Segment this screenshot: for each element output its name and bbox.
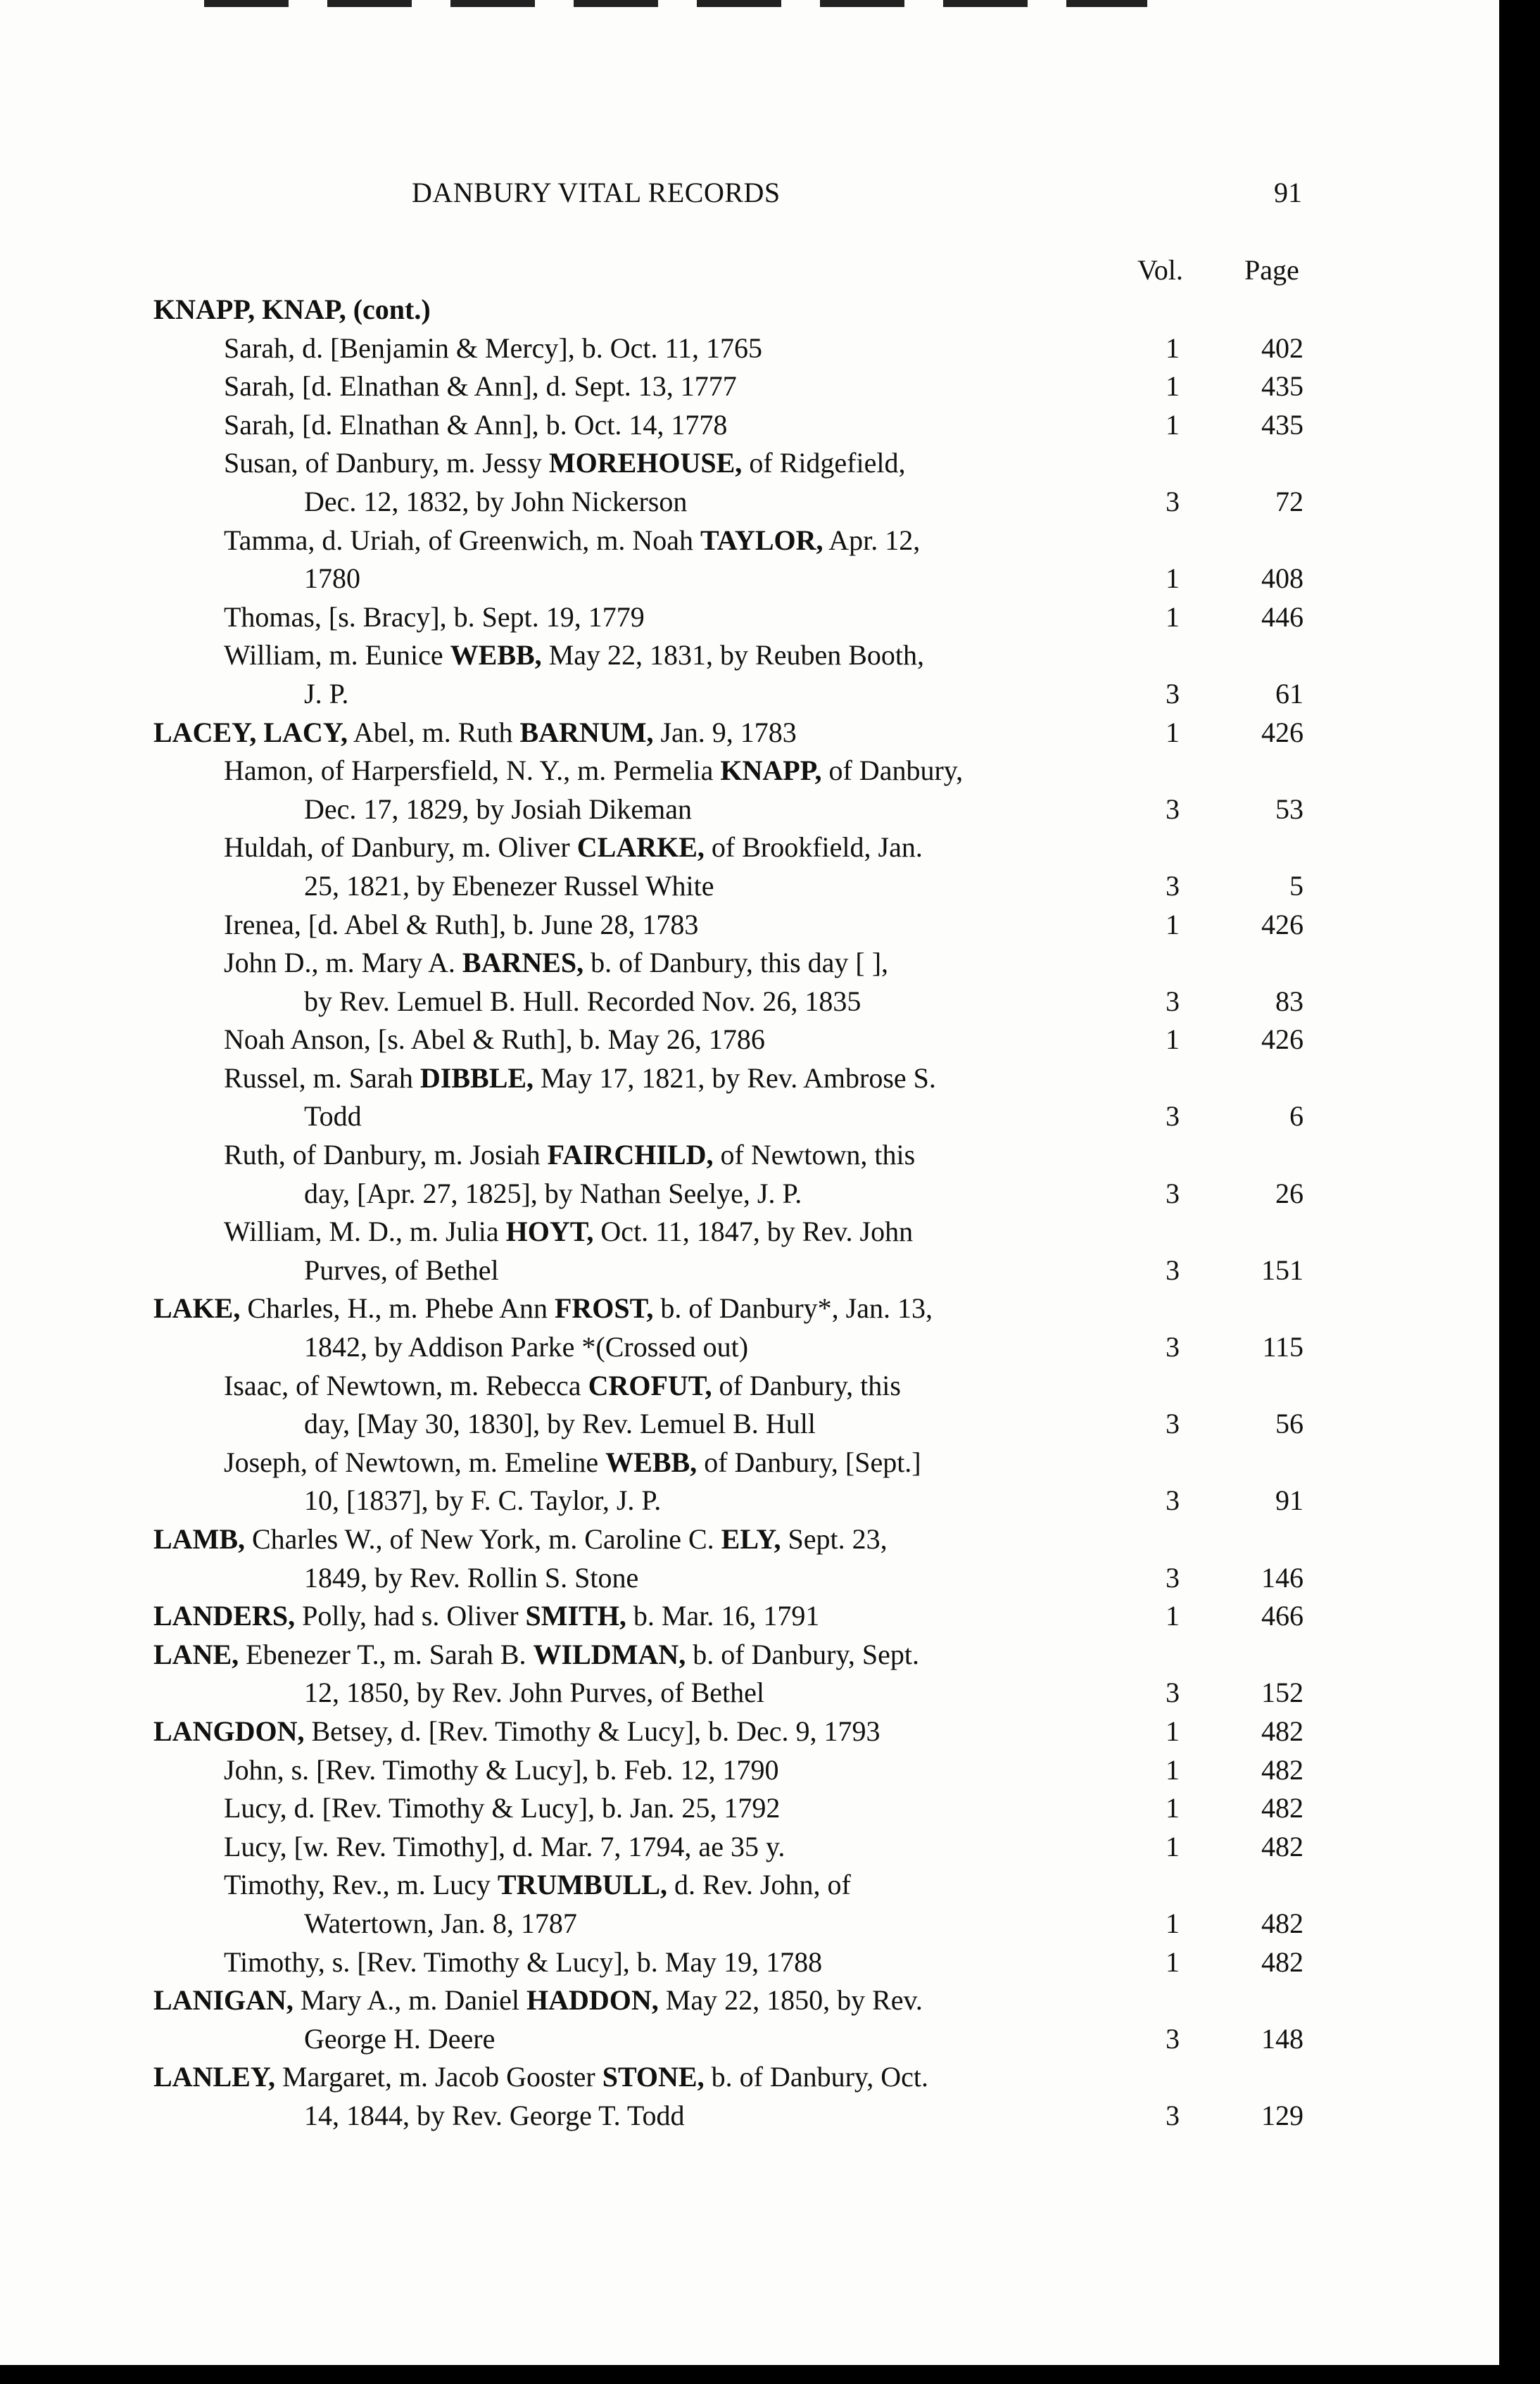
record-line xyxy=(0,790,1499,829)
record-page: 482 xyxy=(1261,1792,1304,1824)
record-text: Ruth, of Danbury, m. Josiah FAIRCHILD, of Newtown, this xyxy=(224,1139,916,1171)
record-entry xyxy=(0,1943,1499,1982)
record-page: 5 xyxy=(1289,869,1304,902)
record-vol: 3 xyxy=(1166,1484,1180,1517)
record-line xyxy=(0,1866,1499,1905)
record-entry xyxy=(0,1289,1499,1366)
record-line xyxy=(0,2097,1499,2136)
record-line xyxy=(0,1674,1499,1713)
record-page: 152 xyxy=(1261,1677,1304,1709)
record-page: 53 xyxy=(1275,793,1304,825)
record-text: 12, 1850, by Rev. John Purves, of Bethel xyxy=(304,1677,765,1709)
record-entry xyxy=(0,406,1499,445)
record-entry xyxy=(0,1713,1499,1751)
record-line xyxy=(0,1367,1499,1406)
record-text: Susan, of Danbury, m. Jessy MOREHOUSE, of Ridgefield, xyxy=(224,447,906,479)
record-text: Isaac, of Newtown, m. Rebecca CROFUT, of Danbury, this xyxy=(224,1369,901,1401)
record-vol: 1 xyxy=(1166,370,1180,403)
record-line xyxy=(0,444,1499,483)
record-entry xyxy=(0,444,1499,521)
record-entry xyxy=(0,1597,1499,1636)
record-page: 435 xyxy=(1261,370,1304,403)
record-text: Dec. 17, 1829, by Josiah Dikeman xyxy=(304,793,693,825)
record-line xyxy=(0,329,1499,368)
record-line xyxy=(0,1175,1499,1213)
record-entry xyxy=(0,1828,1499,1867)
record-vol: 1 xyxy=(1166,332,1180,364)
record-vol: 1 xyxy=(1166,408,1180,441)
record-text: Noah Anson, [s. Abel & Ruth], b. May 26, 1786 xyxy=(224,1023,765,1056)
record-line xyxy=(0,906,1499,945)
record-page: 482 xyxy=(1261,1753,1304,1786)
record-page: 482 xyxy=(1261,1907,1304,1939)
record-page: 72 xyxy=(1275,485,1304,517)
record-text: day, [May 30, 1830], by Rev. Lemuel B. Hull xyxy=(304,1408,816,1440)
record-line xyxy=(0,1328,1499,1367)
record-entry xyxy=(0,906,1499,945)
record-text: Sarah, [d. Elnathan & Ann], b. Oct. 14, 1778 xyxy=(224,408,728,441)
record-page: 115 xyxy=(1262,1331,1304,1363)
record-line xyxy=(0,483,1499,522)
record-text: LAMB, Charles W., of New York, m. Caroline C. ELY, Sept. 23, xyxy=(153,1523,888,1555)
record-entry xyxy=(0,329,1499,368)
record-text: Irenea, [d. Abel & Ruth], b. June 28, 1783 xyxy=(224,908,699,940)
record-vol: 3 xyxy=(1166,1177,1180,1209)
record-page: 83 xyxy=(1275,985,1304,1017)
record-page: 482 xyxy=(1261,1715,1304,1747)
record-text: Timothy, s. [Rev. Timothy & Lucy], b. May 19, 1788 xyxy=(224,1945,823,1978)
record-vol: 1 xyxy=(1166,600,1180,633)
record-page: 466 xyxy=(1261,1600,1304,1632)
record-text: by Rev. Lemuel B. Hull. Recorded Nov. 26, 1835 xyxy=(304,985,861,1017)
record-text: John, s. [Rev. Timothy & Lucy], b. Feb. 12, 1790 xyxy=(224,1753,779,1786)
record-line xyxy=(0,675,1499,714)
record-page: 426 xyxy=(1261,1023,1304,1056)
record-text: LANGDON, Betsey, d. [Rev. Timothy & Lucy], b. Dec. 9, 1793 xyxy=(153,1715,881,1747)
record-line xyxy=(0,1905,1499,1943)
record-entry xyxy=(0,367,1499,406)
record-text: Purves, of Bethel xyxy=(304,1254,499,1286)
record-entry xyxy=(0,598,1499,637)
record-line xyxy=(0,1559,1499,1598)
record-vol: 1 xyxy=(1166,1753,1180,1786)
record-line xyxy=(0,367,1499,406)
record-text: 1780 xyxy=(304,562,360,595)
record-text: J. P. xyxy=(304,677,349,709)
record-line xyxy=(0,2020,1499,2059)
record-text: 10, [1837], by F. C. Taylor, J. P. xyxy=(304,1484,662,1517)
record-page: 435 xyxy=(1261,408,1304,441)
surname-heading: KNAPP, KNAP, (cont.) xyxy=(153,294,431,325)
record-vol: 1 xyxy=(1166,908,1180,940)
record-vol: 3 xyxy=(1166,1408,1180,1440)
record-entry xyxy=(0,752,1499,828)
record-vol: 3 xyxy=(1166,1677,1180,1709)
record-line xyxy=(0,1136,1499,1175)
record-page: 426 xyxy=(1261,908,1304,940)
record-page: 408 xyxy=(1261,562,1304,595)
record-line xyxy=(0,1482,1499,1520)
record-page: 148 xyxy=(1261,2022,1304,2055)
record-vol: 3 xyxy=(1166,1331,1180,1363)
record-vol: 3 xyxy=(1166,485,1180,517)
record-line xyxy=(0,944,1499,983)
record-vol: 3 xyxy=(1166,1100,1180,1133)
record-page: 146 xyxy=(1261,1561,1304,1594)
record-entry xyxy=(0,1520,1499,1597)
record-entry xyxy=(0,1213,1499,1289)
record-text: 25, 1821, by Ebenezer Russel White xyxy=(304,869,714,902)
record-line xyxy=(0,1713,1499,1751)
record-text: LACEY, LACY, Abel, m. Ruth BARNUM, Jan. 9, 1783 xyxy=(153,716,797,748)
page-title: DANBURY VITAL RECORDS xyxy=(412,177,781,208)
record-page: 26 xyxy=(1275,1177,1304,1209)
record-line xyxy=(0,1213,1499,1251)
record-line xyxy=(0,522,1499,560)
record-text: Russel, m. Sarah DIBBLE, May 17, 1821, by Rev. Ambrose S. xyxy=(224,1061,936,1094)
record-vol: 3 xyxy=(1166,2022,1180,2055)
record-text: LANE, Ebenezer T., m. Sarah B. WILDMAN, b. of Danbury, Sept. xyxy=(153,1638,919,1670)
record-vol: 1 xyxy=(1166,1600,1180,1632)
record-line xyxy=(0,1981,1499,2020)
vol-column-header: Vol. xyxy=(1137,254,1183,286)
record-text: Huldah, of Danbury, m. Oliver CLARKE, of Brookfield, Jan. xyxy=(224,831,923,864)
record-line xyxy=(0,828,1499,867)
record-vol: 3 xyxy=(1166,793,1180,825)
record-text: William, M. D., m. Julia HOYT, Oct. 11, 1847, by Rev. John xyxy=(224,1216,914,1248)
record-entry xyxy=(0,1866,1499,1943)
record-line xyxy=(0,1097,1499,1136)
record-line xyxy=(0,1597,1499,1636)
record-vol: 3 xyxy=(1166,985,1180,1017)
record-vol: 1 xyxy=(1166,1023,1180,1056)
record-vol: 3 xyxy=(1166,2099,1180,2131)
record-page: 129 xyxy=(1261,2099,1304,2131)
record-vol: 1 xyxy=(1166,1830,1180,1862)
record-text: LAKE, Charles, H., m. Phebe Ann FROST, b. of Danbury*, Jan. 13, xyxy=(153,1292,933,1325)
record-vol: 1 xyxy=(1166,562,1180,595)
record-text: Watertown, Jan. 8, 1787 xyxy=(304,1907,577,1939)
record-page: 61 xyxy=(1275,677,1304,709)
record-line xyxy=(0,1059,1499,1098)
page-header xyxy=(0,176,1499,218)
record-page: 151 xyxy=(1261,1254,1304,1286)
record-entry xyxy=(0,522,1499,598)
record-line xyxy=(0,1021,1499,1059)
record-text: LANLEY, Margaret, m. Jacob Gooster STONE, b. of Danbury, Oct. xyxy=(153,2061,929,2093)
record-line xyxy=(0,1828,1499,1867)
record-page: 6 xyxy=(1289,1100,1304,1133)
record-line xyxy=(0,560,1499,598)
record-text: John D., m. Mary A. BARNES, b. of Danbury, this day [ ], xyxy=(224,947,889,979)
record-text: Lucy, [w. Rev. Timothy], d. Mar. 7, 1794, ae 35 y. xyxy=(224,1830,785,1862)
record-page: 426 xyxy=(1261,716,1304,748)
record-entry xyxy=(0,1021,1499,1059)
record-entry xyxy=(0,1789,1499,1828)
record-vol: 3 xyxy=(1166,1561,1180,1594)
record-text: William, m. Eunice WEBB, May 22, 1831, by Reuben Booth, xyxy=(224,639,924,671)
record-line xyxy=(0,1943,1499,1982)
record-line xyxy=(0,1405,1499,1444)
record-page: 482 xyxy=(1261,1945,1304,1978)
record-entry xyxy=(0,1751,1499,1790)
record-vol: 1 xyxy=(1166,1715,1180,1747)
record-line xyxy=(0,1251,1499,1290)
record-entry xyxy=(0,944,1499,1021)
record-vol: 3 xyxy=(1166,869,1180,902)
record-text: Joseph, of Newtown, m. Emeline WEBB, of Danbury, [Sept.] xyxy=(224,1446,921,1478)
record-text: LANIGAN, Mary A., m. Daniel HADDON, May 22, 1850, by Rev. xyxy=(153,1984,923,2017)
record-line xyxy=(0,983,1499,1021)
record-line xyxy=(0,1289,1499,1328)
page-number: 91 xyxy=(1274,177,1302,208)
record-text: 14, 1844, by Rev. George T. Todd xyxy=(304,2099,685,2131)
record-page: 446 xyxy=(1261,600,1304,633)
record-page: 91 xyxy=(1275,1484,1304,1517)
record-vol: 3 xyxy=(1166,677,1180,709)
record-line xyxy=(0,636,1499,675)
record-line xyxy=(0,406,1499,445)
surname-heading-row xyxy=(0,291,1499,329)
record-line xyxy=(0,2058,1499,2097)
record-vol: 1 xyxy=(1166,1792,1180,1824)
record-line xyxy=(0,1444,1499,1482)
record-line xyxy=(0,598,1499,637)
record-entry xyxy=(0,1367,1499,1444)
record-page: 402 xyxy=(1261,332,1304,364)
record-text: Sarah, d. [Benjamin & Mercy], b. Oct. 11, 1765 xyxy=(224,332,763,364)
record-text: 1842, by Addison Parke *(Crossed out) xyxy=(304,1331,749,1363)
record-line xyxy=(0,1789,1499,1828)
record-vol: 1 xyxy=(1166,716,1180,748)
record-text: LANDERS, Polly, had s. Oliver SMITH, b. Mar. 16, 1791 xyxy=(153,1600,820,1632)
record-text: Hamon, of Harpersfield, N. Y., m. Permelia KNAPP, of Danbury, xyxy=(224,755,964,787)
record-line xyxy=(0,1636,1499,1675)
record-entry xyxy=(0,1059,1499,1136)
record-entry xyxy=(0,828,1499,905)
record-text: Timothy, Rev., m. Lucy TRUMBULL, d. Rev. John, of xyxy=(224,1869,851,1901)
record-page: 482 xyxy=(1261,1830,1304,1862)
record-line xyxy=(0,714,1499,752)
record-text: Lucy, d. [Rev. Timothy & Lucy], b. Jan. 25, 1792 xyxy=(224,1792,781,1824)
page-column-header: Page xyxy=(1244,254,1299,286)
record-line xyxy=(0,752,1499,790)
record-page: 56 xyxy=(1275,1408,1304,1440)
record-text: Thomas, [s. Bracy], b. Sept. 19, 1779 xyxy=(224,600,645,633)
record-vol: 1 xyxy=(1166,1945,1180,1978)
record-entry xyxy=(0,2058,1499,2135)
record-entry xyxy=(0,1636,1499,1713)
record-entry xyxy=(0,636,1499,713)
record-vol: 1 xyxy=(1166,1907,1180,1939)
record-entry xyxy=(0,1136,1499,1213)
record-line xyxy=(0,1520,1499,1559)
record-line xyxy=(0,867,1499,906)
record-text: Tamma, d. Uriah, of Greenwich, m. Noah TAYLOR, Apr. 12, xyxy=(224,524,921,556)
record-text: day, [Apr. 27, 1825], by Nathan Seelye, J. P. xyxy=(304,1177,802,1209)
record-text: Todd xyxy=(304,1100,362,1133)
record-text: 1849, by Rev. Rollin S. Stone xyxy=(304,1561,639,1594)
record-text: Dec. 12, 1832, by John Nickerson xyxy=(304,485,688,517)
record-line xyxy=(0,1751,1499,1790)
record-text: Sarah, [d. Elnathan & Ann], d. Sept. 13, 1777 xyxy=(224,370,737,403)
scan-edge-marks xyxy=(204,0,1147,7)
record-entry xyxy=(0,1981,1499,2058)
records-list xyxy=(0,291,1499,2136)
record-entry xyxy=(0,714,1499,752)
record-entry xyxy=(0,1444,1499,1520)
record-vol: 3 xyxy=(1166,1254,1180,1286)
record-text: George H. Deere xyxy=(304,2022,496,2055)
